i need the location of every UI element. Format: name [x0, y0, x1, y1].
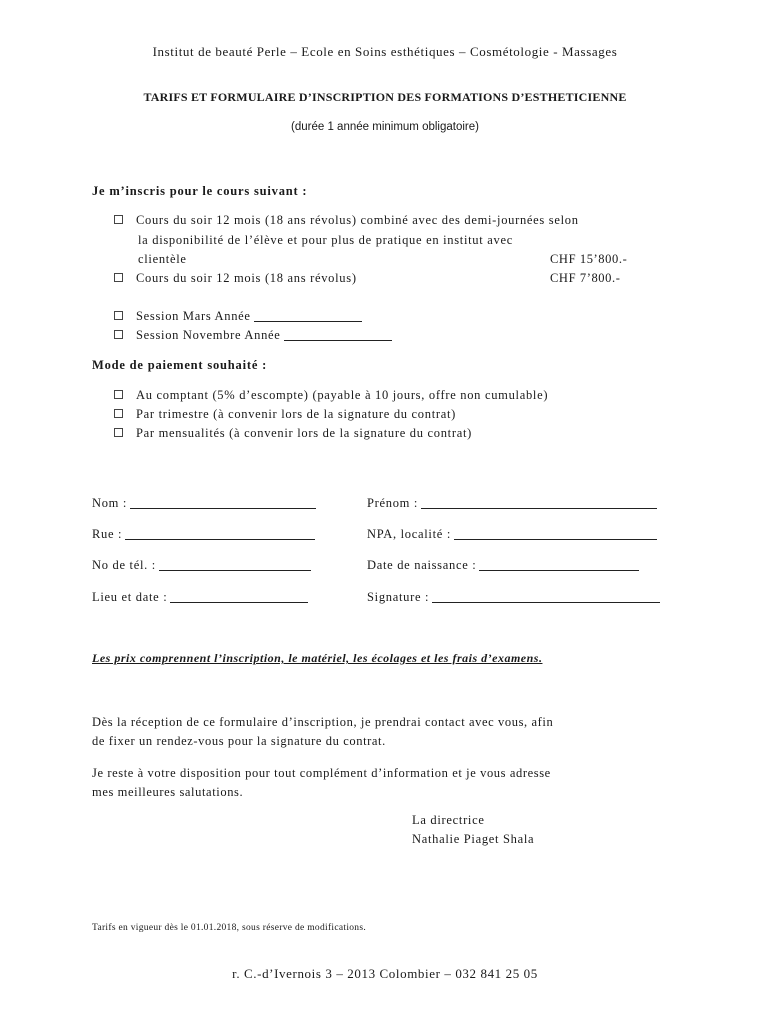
- payment-option-quarterly[interactable]: [114, 407, 456, 422]
- payment-option-cash[interactable]: [114, 388, 548, 403]
- closing-paragraph-line1: Je reste à votre disposition pour tout complément d’information et je vous adresse: [92, 766, 551, 780]
- rue-input-line[interactable]: [125, 527, 315, 540]
- payment-option-label: Au comptant (5% d’escompte) (payable à 10 jours, offre non cumulable): [136, 388, 549, 402]
- checkbox-payment-monthly[interactable]: [114, 428, 123, 437]
- document-subtitle: (durée 1 année minimum obligatoire): [291, 121, 479, 133]
- course-option-evening[interactable]: [114, 271, 357, 286]
- payment-option-label: Par trimestre (à convenir lors de la signature du contrat): [136, 407, 457, 421]
- session-march-year-field[interactable]: [254, 309, 362, 322]
- npa-field[interactable]: [367, 527, 657, 542]
- nom-input-line[interactable]: [130, 496, 316, 509]
- institute-header: Institut de beauté Perle – Ecole en Soins esthétiques – Cosmétologie - Massages: [152, 44, 618, 59]
- course-option-line2: la disponibilité de l’élève et pour plus de pratique en institut avec: [138, 233, 513, 247]
- course-option-line1: Cours du soir 12 mois (18 ans révolus) combiné avec des demi-journées selon: [136, 213, 579, 227]
- signoff-name: Nathalie Piaget Shala: [412, 832, 535, 846]
- checkbox-payment-quarterly[interactable]: [114, 409, 123, 418]
- naissance-label: Date de naissance :: [367, 558, 477, 572]
- nom-field[interactable]: [92, 496, 316, 511]
- checkbox-payment-cash[interactable]: [114, 390, 123, 399]
- session-label: Session Novembre Année: [136, 328, 281, 342]
- course-section-heading: Je m’inscris pour le cours suivant :: [92, 184, 308, 198]
- address-footer: r. C.-d’Ivernois 3 – 2013 Colombier – 032 841 25 05: [232, 966, 538, 981]
- signature-field[interactable]: [367, 590, 660, 605]
- course-price-combined: CHF 15’800.-: [550, 252, 628, 266]
- course-price-evening: CHF 7’800.-: [550, 271, 621, 285]
- price-inclusion-note: Les prix comprennent l’inscription, le matériel, les écolages et les frais d’examens.: [92, 651, 543, 665]
- prenom-input-line[interactable]: [421, 496, 657, 509]
- signoff-role: La directrice: [412, 813, 485, 827]
- contact-paragraph-line2: de fixer un rendez-vous pour la signature du contrat.: [92, 734, 386, 748]
- session-label: Session Mars Année: [136, 309, 251, 323]
- closing-paragraph-line2: mes meilleures salutations.: [92, 785, 244, 799]
- payment-option-label: Par mensualités (à convenir lors de la signature du contrat): [136, 426, 473, 440]
- checkbox-session-march[interactable]: [114, 311, 123, 320]
- npa-label: NPA, localité :: [367, 527, 451, 541]
- rue-label: Rue :: [92, 527, 123, 541]
- document-title: TARIFS ET FORMULAIRE D’INSCRIPTION DES FORMATIONS D’ESTHETICIENNE: [143, 90, 627, 104]
- signature-label: Signature :: [367, 590, 430, 604]
- payment-section-heading: Mode de paiement souhaité :: [92, 358, 268, 372]
- tarifs-validity-note: Tarifs en vigueur dès le 01.01.2018, sous réserve de modifications.: [92, 923, 367, 933]
- prenom-field[interactable]: [367, 496, 657, 511]
- course-option-combined[interactable]: [114, 213, 579, 228]
- lieu-date-field[interactable]: [92, 590, 308, 605]
- tel-label: No de tél. :: [92, 558, 156, 572]
- checkbox-session-november[interactable]: [114, 330, 123, 339]
- course-option-line3: clientèle: [138, 252, 187, 266]
- naissance-input-line[interactable]: [479, 558, 639, 571]
- lieu-input-line[interactable]: [170, 590, 308, 603]
- payment-option-monthly[interactable]: [114, 426, 472, 441]
- session-option-march[interactable]: [114, 309, 362, 324]
- signature-input-line[interactable]: [432, 590, 660, 603]
- nom-label: Nom :: [92, 496, 128, 510]
- naissance-field[interactable]: [367, 558, 639, 573]
- tel-input-line[interactable]: [159, 558, 311, 571]
- rue-field[interactable]: [92, 527, 315, 542]
- tel-field[interactable]: [92, 558, 311, 573]
- lieu-label: Lieu et date :: [92, 590, 168, 604]
- session-november-year-field[interactable]: [284, 328, 392, 341]
- contact-paragraph-line1: Dès la réception de ce formulaire d’inscription, je prendrai contact avec vous, afin: [92, 715, 554, 729]
- checkbox-course-evening[interactable]: [114, 273, 123, 282]
- prenom-label: Prénom :: [367, 496, 419, 510]
- checkbox-course-combined[interactable]: [114, 215, 123, 224]
- course-option-line1: Cours du soir 12 mois (18 ans révolus): [136, 271, 357, 285]
- session-option-november[interactable]: [114, 328, 392, 343]
- npa-input-line[interactable]: [454, 527, 657, 540]
